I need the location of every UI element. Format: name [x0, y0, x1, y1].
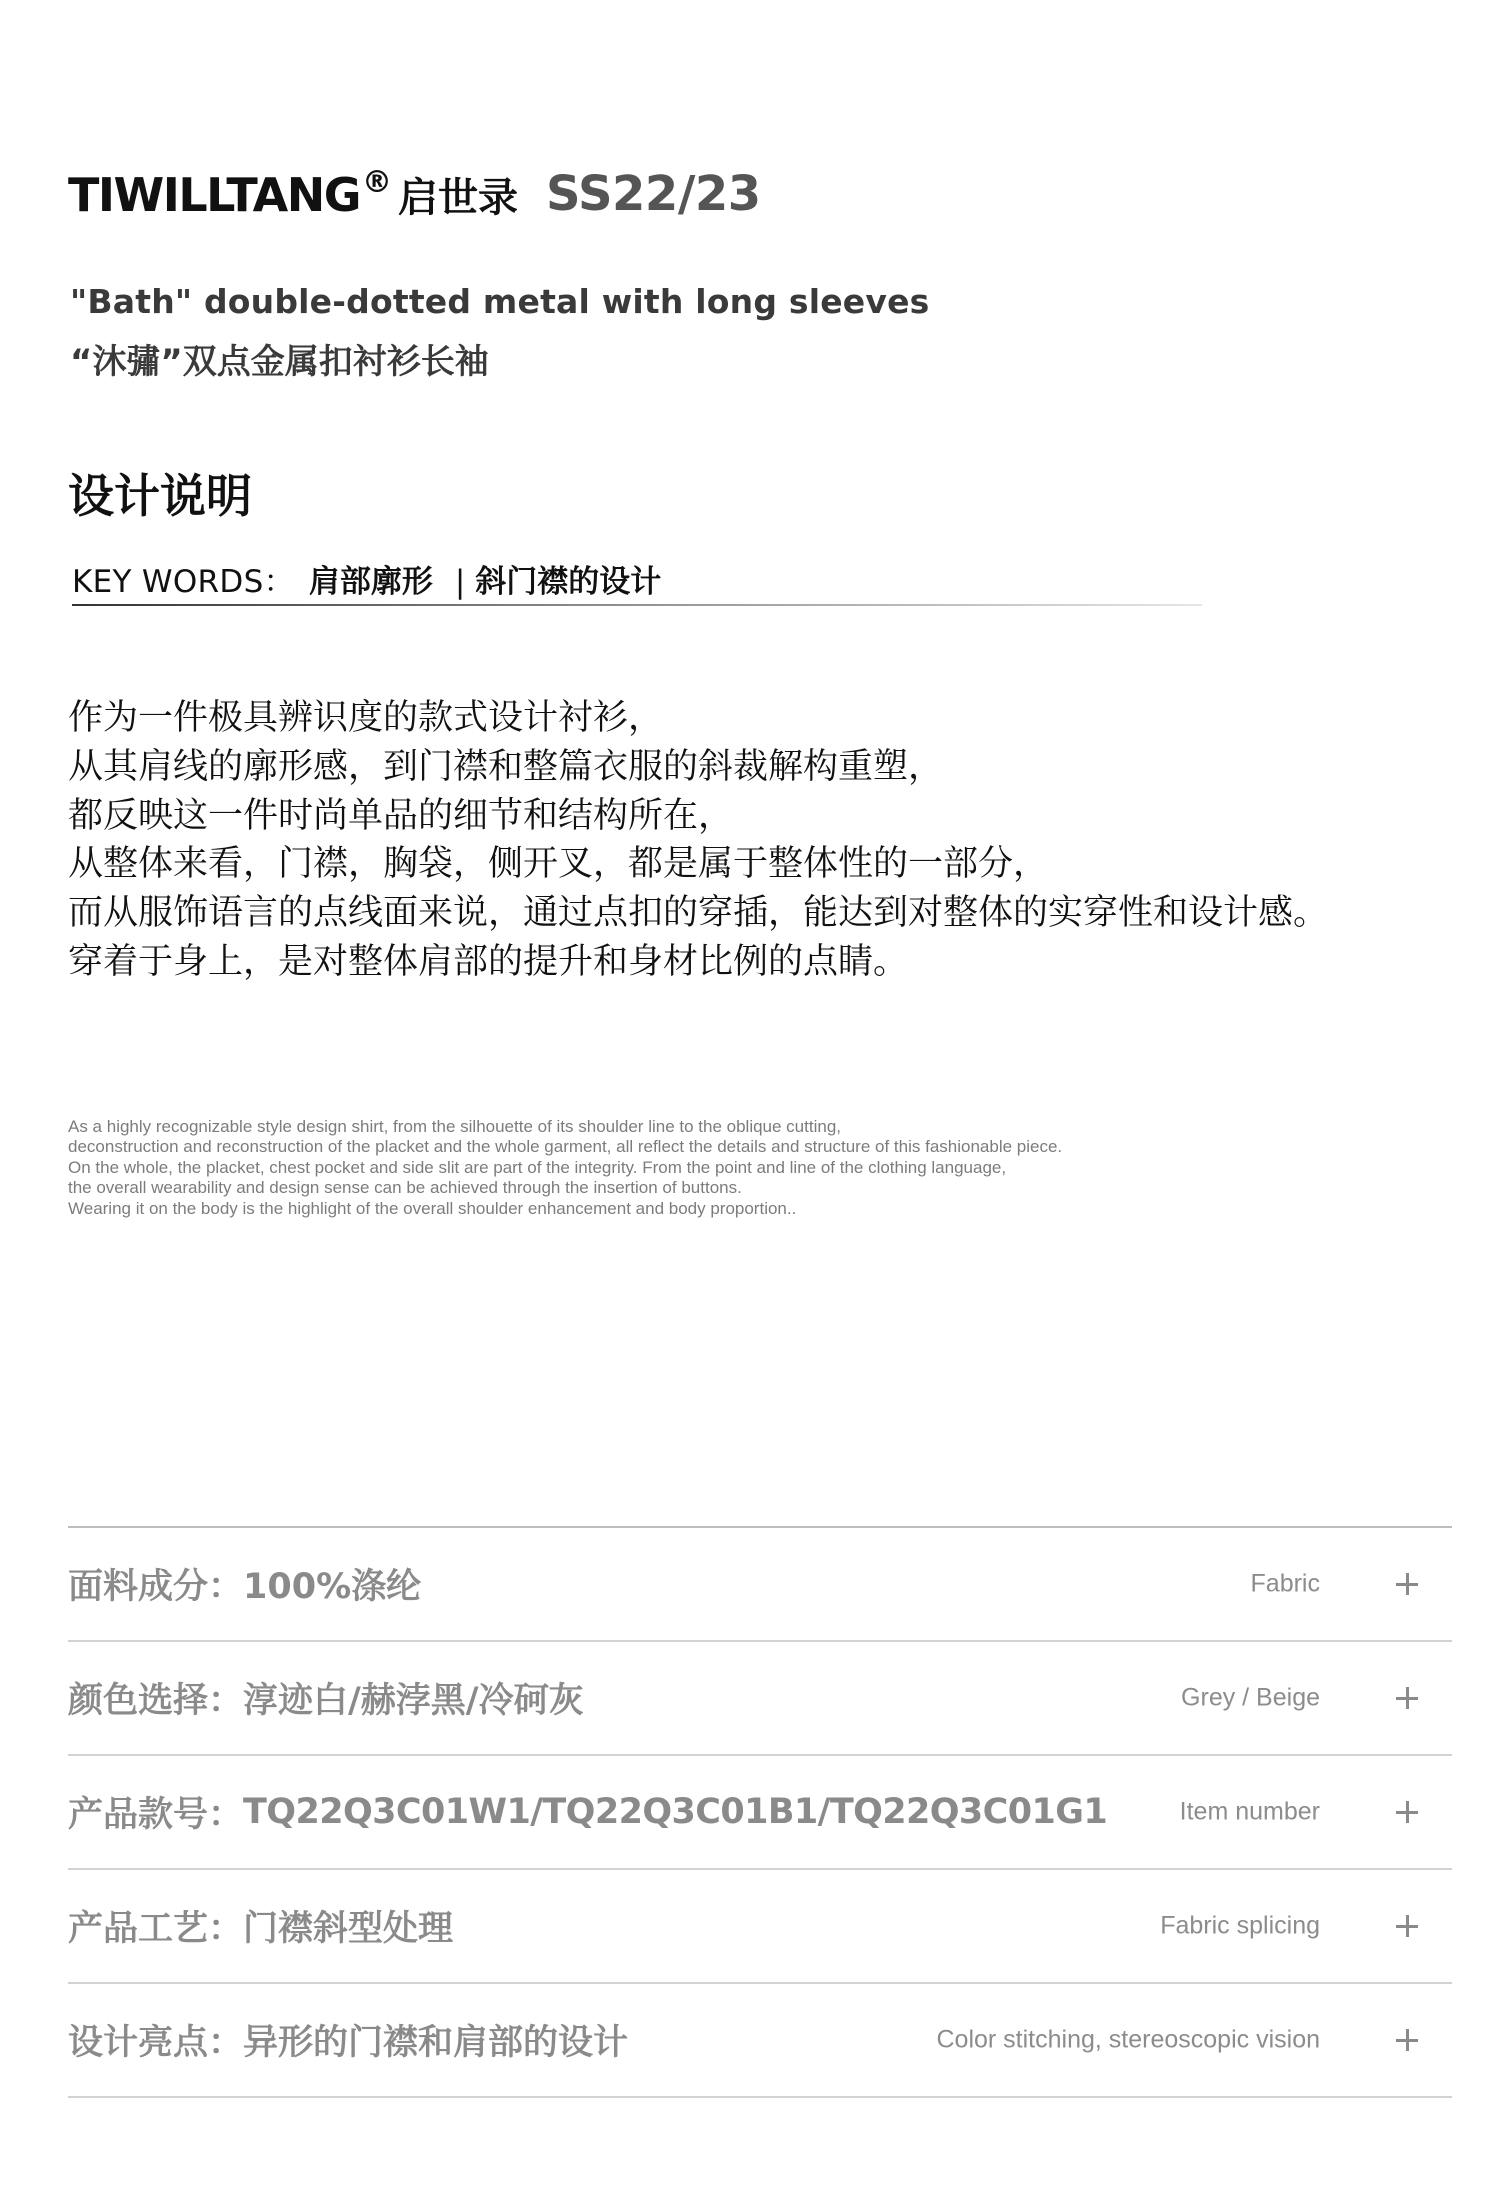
- description-line: 而从服饰语言的点线面来说，通过点扣的穿插，能达到对整体的实穿性和设计感。: [68, 893, 1329, 934]
- spec-row-craft[interactable]: [68, 1870, 1452, 1982]
- description-line: Wearing it on the body is the highlight of the overall shoulder enhancement and body proportion..: [68, 1198, 797, 1218]
- season-label: SS22/23: [546, 166, 761, 222]
- product-title-en: "Bath" double-dotted metal with long sleeves: [70, 282, 930, 321]
- plus-icon[interactable]: [1396, 1573, 1418, 1595]
- spec-label: 面料成分：: [68, 1567, 244, 1607]
- spec-value: 淳迹白/赫浡黑/冷砢灰: [243, 1681, 584, 1721]
- spec-value: 100%涤纶: [243, 1567, 422, 1607]
- design-description-en: [68, 1117, 1468, 1219]
- spec-value: 异形的门襟和肩部的设计: [243, 2023, 629, 2063]
- description-line: 作为一件极具辨识度的款式设计衬衫，: [68, 698, 664, 738]
- spec-value: 门襟斜型处理: [243, 1909, 454, 1949]
- spec-list: [68, 1526, 1452, 2098]
- spec-label: 颜色选择：: [68, 1681, 244, 1721]
- keywords-underline: [72, 604, 1202, 606]
- spec-label: 产品款号：: [68, 1795, 244, 1835]
- spec-label: 产品工艺：: [68, 1909, 244, 1949]
- spec-en-label: Fabric: [1250, 1569, 1320, 1598]
- description-line: As a highly recognizable style design shirt, from the silhouette of its shoulder line to the oblique cutting,: [68, 1117, 841, 1136]
- spec-divider: [68, 2096, 1452, 2098]
- spec-row-item-number[interactable]: [68, 1756, 1452, 1868]
- spec-label: 设计亮点：: [68, 2023, 244, 2063]
- spec-en-label: Item number: [1179, 1797, 1320, 1826]
- brand-name-cn: 启世录: [398, 175, 519, 221]
- description-line: 都反映这一件时尚单品的细节和结构所在，: [68, 795, 734, 836]
- brand-name: TIWILLTANG: [68, 168, 361, 222]
- brand-header: [68, 148, 761, 222]
- registered-mark: ®: [362, 165, 393, 200]
- spec-en-label: Fabric splicing: [1160, 1911, 1320, 1940]
- spec-en-label: Grey / Beige: [1181, 1683, 1320, 1712]
- plus-icon[interactable]: [1396, 1801, 1418, 1823]
- plus-icon[interactable]: [1396, 1915, 1418, 1937]
- plus-icon[interactable]: [1396, 1687, 1418, 1709]
- keywords-label: KEY WORDS：: [72, 564, 295, 600]
- keyword-item: 肩部廓形: [308, 564, 433, 600]
- spec-value: TQ22Q3C01W1/TQ22Q3C01B1/TQ22Q3C01G1: [243, 1792, 1108, 1832]
- keywords-row: [72, 556, 661, 601]
- description-line: 从其肩线的廓形感，到门襟和整篇衣服的斜裁解构重塑，: [68, 746, 944, 787]
- description-line: On the whole, the placket, chest pocket and side slit are part of the integrity. From the point and line of the clothing language,: [68, 1157, 1007, 1177]
- design-section-heading: 设计说明: [68, 469, 252, 523]
- design-description-cn: [68, 694, 1468, 987]
- description-line: the overall wearability and design sense can be achieved through the insertion of buttons.: [68, 1178, 742, 1198]
- description-line: 从整体来看，门襟，胸袋，侧开叉，都是属于整体性的一部分，: [68, 844, 1049, 885]
- spec-row-fabric[interactable]: [68, 1528, 1452, 1640]
- description-line: 穿着于身上，是对整体肩部的提升和身材比例的点睛。: [68, 941, 909, 982]
- product-title-cn: “沐彇”双点金属扣衬衫长袖: [70, 342, 489, 382]
- keyword-item: 斜门襟的设计: [475, 564, 662, 600]
- description-line: deconstruction and reconstruction of the placket and the whole garment, all reflect the details and structure of this fashionable piece.: [68, 1137, 1063, 1157]
- keyword-separator: |: [454, 564, 466, 600]
- spec-en-label: Color stitching, stereoscopic vision: [936, 2025, 1320, 2054]
- spec-row-highlight[interactable]: [68, 1984, 1452, 2096]
- plus-icon[interactable]: [1396, 2029, 1418, 2051]
- spec-row-color[interactable]: [68, 1642, 1452, 1754]
